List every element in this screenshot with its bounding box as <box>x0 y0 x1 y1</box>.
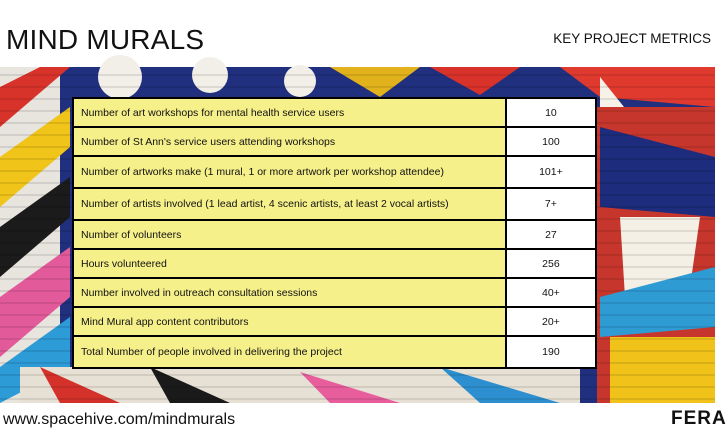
metric-label: Hours volunteered <box>73 249 506 278</box>
table-row <box>73 307 596 336</box>
table-row <box>73 336 596 368</box>
metric-label: Number of artworks make (1 mural, 1 or more artwork per workshop attendee) <box>73 156 506 188</box>
metric-value: 190 <box>506 336 596 368</box>
key-metrics-table <box>72 97 597 369</box>
table-row <box>73 249 596 278</box>
metric-label: Number of St Ann's service users attending workshops <box>73 127 506 156</box>
metric-value: 7+ <box>506 188 596 220</box>
page-title: MIND MURALS <box>6 24 205 55</box>
table-row <box>73 188 596 220</box>
metric-label: Total Number of people involved in delivering the project <box>73 336 506 368</box>
table-row <box>73 278 596 307</box>
table-row <box>73 127 596 156</box>
metric-value: 27 <box>506 220 596 249</box>
metric-value: 101+ <box>506 156 596 188</box>
metric-value: 100 <box>506 127 596 156</box>
table-row <box>73 156 596 188</box>
brand-logo: FERA <box>671 408 727 429</box>
metric-label: Number involved in outreach consultation sessions <box>73 278 506 307</box>
footer-url-link[interactable]: www.spacehive.com/mindmurals <box>3 411 236 428</box>
metric-label: Mind Mural app content contributors <box>73 307 506 336</box>
metric-value: 256 <box>506 249 596 278</box>
metric-value: 20+ <box>506 307 596 336</box>
table-row <box>73 220 596 249</box>
metric-label: Number of art workshops for mental health service users <box>73 98 506 127</box>
metric-label: Number of artists involved (1 lead artist, 4 scenic artists, at least 2 vocal artists) <box>73 188 506 220</box>
table-row <box>73 98 596 127</box>
metric-value: 10 <box>506 98 596 127</box>
metric-label: Number of volunteers <box>73 220 506 249</box>
page-subtitle: KEY PROJECT METRICS <box>553 31 711 46</box>
metric-value: 40+ <box>506 278 596 307</box>
